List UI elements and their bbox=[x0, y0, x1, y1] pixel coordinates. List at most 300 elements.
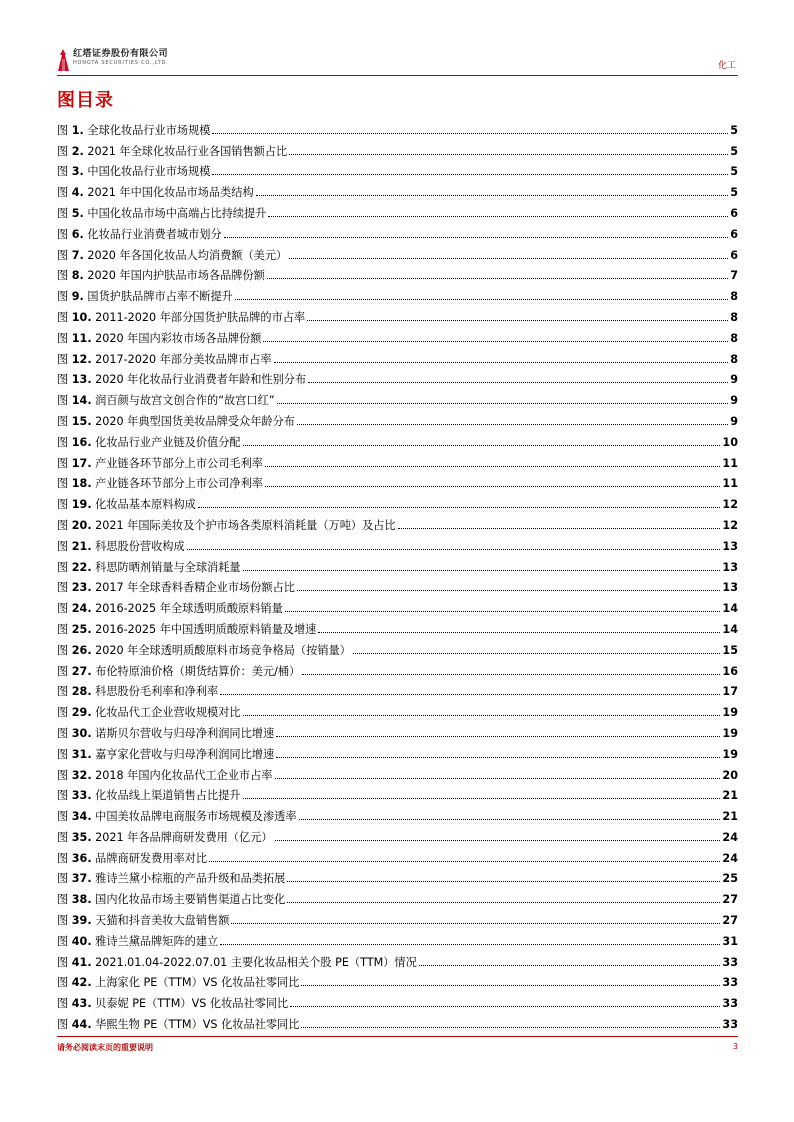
toc-entry-label bbox=[57, 207, 266, 220]
toc-entry-number: 19. bbox=[71, 498, 92, 512]
toc-leader-dots bbox=[277, 403, 729, 404]
toc-entry-number: 8. bbox=[71, 269, 84, 283]
toc-entry-page: 5 bbox=[730, 186, 738, 200]
toc-entry-number: 27. bbox=[71, 664, 92, 678]
toc-entry[interactable] bbox=[57, 347, 738, 368]
toc-entry-text: 2016-2025 年全球透明质酸原料销量 bbox=[95, 602, 283, 616]
toc-entry-text: 化妆品基本原料构成 bbox=[95, 498, 196, 512]
toc-entry-text: 2020 年典型国货美妆品牌受众年龄分布 bbox=[95, 414, 295, 428]
toc-entry[interactable] bbox=[57, 555, 738, 576]
toc-entry-prefix: 图 bbox=[57, 643, 69, 657]
toc-leader-dots bbox=[220, 944, 720, 945]
toc-entry[interactable] bbox=[57, 763, 738, 784]
toc-leader-dots bbox=[289, 258, 728, 259]
toc-entry[interactable] bbox=[57, 867, 738, 888]
toc-leader-dots bbox=[301, 985, 720, 986]
toc-entry-page: 5 bbox=[730, 123, 738, 137]
toc-entry-page: 33 bbox=[722, 976, 738, 990]
toc-entry-label bbox=[57, 623, 316, 636]
page-header bbox=[57, 45, 738, 76]
toc-entry-label bbox=[57, 311, 305, 324]
toc-entry-text: 化妆品线上渠道销售占比提升 bbox=[95, 789, 241, 803]
toc-entry-label bbox=[57, 498, 196, 511]
toc-entry-label bbox=[57, 519, 396, 532]
toc-entry-prefix: 图 bbox=[57, 893, 69, 907]
toc-entry-text: 化妆品行业消费者城市划分 bbox=[87, 227, 222, 241]
toc-entry-text: 2017-2020 年部分美妆品牌市占率 bbox=[95, 352, 272, 366]
toc-leader-dots bbox=[265, 466, 720, 467]
toc-entry-number: 29. bbox=[71, 706, 92, 720]
logo-mark-icon bbox=[57, 49, 70, 71]
toc-entry[interactable] bbox=[57, 305, 738, 326]
toc-entry-number: 4. bbox=[71, 186, 84, 200]
company-name-cn: 红塔证券股份有限公司 bbox=[73, 49, 169, 59]
toc-entry-text: 2020 年化妆品行业消费者年龄和性别分布 bbox=[95, 373, 307, 387]
toc-entry-number: 18. bbox=[71, 477, 92, 491]
toc-leader-dots bbox=[276, 757, 720, 758]
toc-entry-page: 21 bbox=[722, 789, 738, 803]
toc-entry-label bbox=[57, 415, 295, 428]
toc-entry-text: 2021 年国际美妆及个护市场各类原料消耗量（万吨）及占比 bbox=[95, 518, 396, 532]
toc-leader-dots bbox=[243, 445, 721, 446]
toc-entry-number: 9. bbox=[71, 290, 84, 304]
toc-entry-prefix: 图 bbox=[57, 976, 69, 990]
toc-entry-number: 5. bbox=[71, 206, 84, 220]
toc-entry[interactable] bbox=[57, 430, 738, 451]
toc-entry-page: 33 bbox=[722, 955, 738, 969]
toc-entry[interactable] bbox=[57, 451, 738, 472]
toc-entry-page: 19 bbox=[722, 706, 738, 720]
toc-entry[interactable] bbox=[57, 326, 738, 347]
toc-entry-number: 36. bbox=[71, 851, 92, 865]
toc-entry-number: 42. bbox=[71, 976, 92, 990]
toc-entry-prefix: 图 bbox=[57, 352, 69, 366]
toc-entry-prefix: 图 bbox=[57, 914, 69, 928]
toc-entry-text: 2016-2025 年中国透明质酸原料销量及增速 bbox=[95, 622, 317, 636]
toc-entry-prefix: 图 bbox=[57, 269, 69, 283]
toc-entry-text: 2020 年国内护肤品市场各品牌份额 bbox=[87, 269, 265, 283]
toc-entry[interactable] bbox=[57, 596, 738, 617]
toc-leader-dots bbox=[263, 341, 728, 342]
toc-entry-label bbox=[57, 706, 241, 719]
toc-entry-number: 44. bbox=[71, 1018, 92, 1032]
toc-entry-number: 26. bbox=[71, 643, 92, 657]
toc-entry-prefix: 图 bbox=[57, 664, 69, 678]
toc-entry-number: 25. bbox=[71, 622, 92, 636]
toc-entry-number: 1. bbox=[71, 123, 84, 137]
toc-entry-number: 33. bbox=[71, 789, 92, 803]
toc-entry[interactable] bbox=[57, 929, 738, 950]
toc-leader-dots bbox=[275, 778, 721, 779]
toc-entry[interactable] bbox=[57, 222, 738, 243]
toc-list bbox=[57, 118, 738, 1033]
toc-entry-prefix: 图 bbox=[57, 414, 69, 428]
toc-entry[interactable] bbox=[57, 825, 738, 846]
toc-entry-text: 中国化妆品行业市场规模 bbox=[87, 165, 211, 179]
toc-entry-page: 8 bbox=[730, 331, 738, 345]
toc-title: 图目录 bbox=[57, 90, 114, 111]
toc-entry-number: 2. bbox=[71, 144, 84, 158]
toc-entry[interactable] bbox=[57, 950, 738, 971]
toc-entry-label bbox=[57, 228, 222, 241]
toc-leader-dots bbox=[220, 694, 720, 695]
toc-entry-page: 5 bbox=[730, 165, 738, 179]
toc-entry-label bbox=[57, 997, 288, 1010]
toc-entry[interactable] bbox=[57, 576, 738, 597]
toc-entry-prefix: 图 bbox=[57, 477, 69, 491]
toc-leader-dots bbox=[274, 362, 729, 363]
toc-entry-page: 17 bbox=[722, 685, 738, 699]
toc-entry-text: 品牌商研发费用率对比 bbox=[95, 851, 208, 865]
toc-entry[interactable] bbox=[57, 721, 738, 742]
toc-entry-page: 13 bbox=[722, 581, 738, 595]
page-footer bbox=[57, 1036, 738, 1051]
disclaimer-note: 请务必阅读末页的重要说明 bbox=[57, 1043, 153, 1052]
toc-entry-number: 15. bbox=[71, 414, 92, 428]
toc-entry-text: 科思股份毛利率和净利率 bbox=[95, 685, 219, 699]
toc-entry-number: 24. bbox=[71, 602, 92, 616]
toc-entry-page: 7 bbox=[730, 269, 738, 283]
toc-entry-label bbox=[57, 436, 241, 449]
toc-leader-dots bbox=[297, 424, 728, 425]
toc-entry-text: 产业链各环节部分上市公司毛利率 bbox=[95, 456, 263, 470]
toc-entry-label bbox=[57, 581, 295, 594]
toc-entry-page: 13 bbox=[722, 560, 738, 574]
toc-entry-page: 12 bbox=[722, 498, 738, 512]
toc-entry[interactable] bbox=[57, 680, 738, 701]
toc-entry-text: 2011-2020 年部分国货护肤品牌的市占率 bbox=[95, 310, 306, 324]
toc-entry-text: 科思股份营收构成 bbox=[95, 539, 185, 553]
toc-entry-number: 22. bbox=[71, 560, 92, 574]
toc-entry-page: 6 bbox=[730, 248, 738, 262]
toc-entry[interactable] bbox=[57, 784, 738, 805]
toc-entry-prefix: 图 bbox=[57, 685, 69, 699]
toc-entry-label bbox=[57, 353, 272, 366]
toc-entry-label bbox=[57, 748, 274, 761]
toc-entry-number: 14. bbox=[71, 394, 92, 408]
toc-entry-label bbox=[57, 831, 273, 844]
toc-entry-number: 20. bbox=[71, 518, 92, 532]
toc-entry-text: 科思防晒剂销量与全球消耗量 bbox=[95, 560, 241, 574]
toc-entry[interactable] bbox=[57, 742, 738, 763]
toc-leader-dots bbox=[268, 216, 728, 217]
toc-entry-prefix: 图 bbox=[57, 851, 69, 865]
toc-entry-number: 31. bbox=[71, 747, 92, 761]
toc-entry-page: 8 bbox=[730, 310, 738, 324]
toc-entry-prefix: 图 bbox=[57, 248, 69, 262]
toc-entry-label bbox=[57, 810, 297, 823]
toc-entry-number: 13. bbox=[71, 373, 92, 387]
toc-entry-text: 产业链各环节部分上市公司净利率 bbox=[95, 477, 263, 491]
toc-leader-dots bbox=[302, 674, 720, 675]
toc-entry-label bbox=[57, 457, 263, 470]
toc-entry-prefix: 图 bbox=[57, 747, 69, 761]
toc-entry-label bbox=[57, 872, 285, 885]
toc-entry-page: 25 bbox=[722, 872, 738, 886]
toc-leader-dots bbox=[353, 653, 720, 654]
toc-entry[interactable] bbox=[57, 284, 738, 305]
toc-entry-text: 2018 年国内化妆品代工企业市占率 bbox=[95, 768, 273, 782]
toc-leader-dots bbox=[308, 382, 728, 383]
toc-entry-prefix: 图 bbox=[57, 539, 69, 553]
toc-entry-text: 化妆品代工企业营收规模对比 bbox=[95, 706, 241, 720]
toc-leader-dots bbox=[198, 507, 721, 508]
toc-entry-text: 嘉亨家化营收与归母净利润同比增速 bbox=[95, 747, 275, 761]
toc-entry[interactable] bbox=[57, 513, 738, 534]
toc-entry-text: 中国美妆品牌电商服务市场规模及渗透率 bbox=[95, 810, 297, 824]
toc-leader-dots bbox=[275, 840, 721, 841]
toc-leader-dots bbox=[419, 965, 721, 966]
toc-entry[interactable] bbox=[57, 243, 738, 264]
toc-entry-number: 43. bbox=[71, 997, 92, 1011]
toc-entry-page: 19 bbox=[722, 747, 738, 761]
toc-entry[interactable] bbox=[57, 160, 738, 181]
toc-entry[interactable] bbox=[57, 971, 738, 992]
toc-entry-page: 27 bbox=[722, 893, 738, 907]
page-number: 3 bbox=[732, 1042, 738, 1051]
toc-entry-label bbox=[57, 373, 306, 386]
toc-entry-label bbox=[57, 935, 218, 948]
toc-entry-page: 9 bbox=[730, 394, 738, 408]
toc-entry-prefix: 图 bbox=[57, 789, 69, 803]
toc-entry-text: 2021 年中国化妆品市场品类结构 bbox=[87, 186, 254, 200]
toc-entry-page: 19 bbox=[722, 726, 738, 740]
toc-entry-label bbox=[57, 685, 218, 698]
toc-entry-prefix: 图 bbox=[57, 144, 69, 158]
toc-entry[interactable] bbox=[57, 887, 738, 908]
toc-leader-dots bbox=[276, 736, 720, 737]
toc-entry-label bbox=[57, 976, 299, 989]
toc-entry-page: 9 bbox=[730, 414, 738, 428]
toc-entry[interactable] bbox=[57, 991, 738, 1012]
toc-leader-dots bbox=[256, 195, 729, 196]
toc-entry[interactable] bbox=[57, 139, 738, 160]
toc-entry-text: 2021 年全球化妆品行业各国销售额占比 bbox=[87, 144, 288, 158]
toc-entry-text: 2020 年全球透明质酸原料市场竞争格局（按销量） bbox=[95, 643, 351, 657]
toc-entry-page: 8 bbox=[730, 352, 738, 366]
toc-entry-prefix: 图 bbox=[57, 310, 69, 324]
toc-entry[interactable] bbox=[57, 638, 738, 659]
toc-entry[interactable] bbox=[57, 804, 738, 825]
toc-entry-text: 2017 年全球香料香精企业市场份额占比 bbox=[95, 581, 295, 595]
toc-entry-number: 11. bbox=[71, 331, 92, 345]
toc-leader-dots bbox=[398, 528, 721, 529]
toc-entry-text: 2020 年各国化妆品人均消费额（美元） bbox=[87, 248, 288, 262]
toc-leader-dots bbox=[187, 549, 721, 550]
toc-leader-dots bbox=[267, 278, 728, 279]
toc-entry-text: 布伦特原油价格（期货结算价：美元/桶） bbox=[95, 664, 301, 678]
toc-entry[interactable] bbox=[57, 1012, 738, 1033]
toc-leader-dots bbox=[285, 611, 721, 612]
toc-entry-prefix: 图 bbox=[57, 934, 69, 948]
toc-entry[interactable] bbox=[57, 368, 738, 389]
toc-entry[interactable] bbox=[57, 472, 738, 493]
toc-entry-prefix: 图 bbox=[57, 872, 69, 886]
toc-entry-number: 16. bbox=[71, 435, 92, 449]
toc-entry-page: 24 bbox=[722, 830, 738, 844]
toc-entry-number: 41. bbox=[71, 955, 92, 969]
toc-entry-number: 7. bbox=[71, 248, 84, 262]
toc-entry-label bbox=[57, 665, 300, 678]
toc-entry[interactable] bbox=[57, 534, 738, 555]
toc-entry-prefix: 图 bbox=[57, 518, 69, 532]
toc-entry-label bbox=[57, 332, 261, 345]
toc-entry-prefix: 图 bbox=[57, 622, 69, 636]
toc-entry-prefix: 图 bbox=[57, 456, 69, 470]
toc-entry-text: 全球化妆品行业市场规模 bbox=[87, 123, 211, 137]
toc-entry-page: 5 bbox=[730, 144, 738, 158]
toc-entry-text: 雅诗兰黛小棕瓶的产品升级和品类拓展 bbox=[95, 872, 286, 886]
toc-entry-number: 23. bbox=[71, 581, 92, 595]
toc-entry-page: 24 bbox=[722, 851, 738, 865]
toc-entry-prefix: 图 bbox=[57, 706, 69, 720]
toc-entry-prefix: 图 bbox=[57, 123, 69, 137]
toc-entry-number: 34. bbox=[71, 810, 92, 824]
toc-entry-label bbox=[57, 249, 287, 262]
toc-entry-page: 6 bbox=[730, 206, 738, 220]
toc-entry-number: 6. bbox=[71, 227, 84, 241]
toc-entry-prefix: 图 bbox=[57, 602, 69, 616]
toc-entry-text: 华熙生物 PE（TTM）VS 化妆品社零同比 bbox=[95, 1018, 300, 1032]
toc-leader-dots bbox=[212, 133, 728, 134]
toc-entry[interactable] bbox=[57, 180, 738, 201]
toc-leader-dots bbox=[243, 715, 721, 716]
toc-entry-text: 2020 年国内彩妆市场各品牌份额 bbox=[95, 331, 262, 345]
toc-entry-number: 38. bbox=[71, 893, 92, 907]
toc-entry-number: 28. bbox=[71, 685, 92, 699]
toc-entry-text: 化妆品行业产业链及价值分配 bbox=[95, 435, 241, 449]
toc-entry-label bbox=[57, 124, 210, 137]
toc-entry-page: 11 bbox=[722, 477, 738, 491]
toc-entry-text: 上海家化 PE（TTM）VS 化妆品社零同比 bbox=[95, 976, 300, 990]
toc-entry-label bbox=[57, 186, 254, 199]
toc-entry-prefix: 图 bbox=[57, 997, 69, 1011]
toc-entry-label bbox=[57, 789, 241, 802]
toc-entry-label bbox=[57, 1018, 299, 1031]
toc-entry-prefix: 图 bbox=[57, 768, 69, 782]
toc-entry-number: 30. bbox=[71, 726, 92, 740]
toc-entry-number: 40. bbox=[71, 934, 92, 948]
toc-entry-text: 天猫和抖音美妆大盘销售额 bbox=[95, 914, 230, 928]
toc-entry-page: 27 bbox=[722, 914, 738, 928]
toc-entry-text: 国内化妆品市场主要销售渠道占比变化 bbox=[95, 893, 286, 907]
toc-entry-prefix: 图 bbox=[57, 331, 69, 345]
toc-entry-label bbox=[57, 145, 287, 158]
toc-entry[interactable] bbox=[57, 700, 738, 721]
toc-entry-number: 32. bbox=[71, 768, 92, 782]
toc-entry-prefix: 图 bbox=[57, 1018, 69, 1032]
toc-entry[interactable] bbox=[57, 659, 738, 680]
toc-leader-dots bbox=[287, 902, 720, 903]
toc-leader-dots bbox=[231, 923, 720, 924]
toc-entry-label bbox=[57, 644, 351, 657]
toc-leader-dots bbox=[224, 237, 729, 238]
toc-entry-prefix: 图 bbox=[57, 373, 69, 387]
toc-entry-label bbox=[57, 165, 210, 178]
toc-entry-label bbox=[57, 893, 285, 906]
toc-entry-page: 33 bbox=[722, 997, 738, 1011]
toc-leader-dots bbox=[297, 590, 720, 591]
toc-entry-number: 35. bbox=[71, 830, 92, 844]
toc-entry-label bbox=[57, 540, 185, 553]
toc-entry-label bbox=[57, 561, 241, 574]
toc-entry[interactable] bbox=[57, 201, 738, 222]
toc-entry-page: 10 bbox=[722, 435, 738, 449]
toc-leader-dots bbox=[235, 299, 728, 300]
toc-leader-dots bbox=[243, 798, 721, 799]
toc-entry[interactable] bbox=[57, 409, 738, 430]
toc-leader-dots bbox=[299, 819, 721, 820]
toc-entry-page: 20 bbox=[722, 768, 738, 782]
toc-entry-page: 33 bbox=[722, 1018, 738, 1032]
toc-leader-dots bbox=[265, 486, 720, 487]
toc-entry-page: 6 bbox=[730, 227, 738, 241]
toc-entry[interactable] bbox=[57, 846, 738, 867]
toc-entry-page: 14 bbox=[722, 622, 738, 636]
toc-entry-page: 16 bbox=[722, 664, 738, 678]
toc-entry-number: 21. bbox=[71, 539, 92, 553]
toc-entry-text: 雅诗兰黛品牌矩阵的建立 bbox=[95, 934, 219, 948]
toc-entry-page: 14 bbox=[722, 602, 738, 616]
toc-entry-page: 12 bbox=[722, 518, 738, 532]
toc-entry-label bbox=[57, 602, 283, 615]
toc-leader-dots bbox=[301, 1027, 720, 1028]
toc-entry-page: 8 bbox=[730, 290, 738, 304]
toc-entry-number: 17. bbox=[71, 456, 92, 470]
toc-entry-page: 15 bbox=[722, 643, 738, 657]
toc-entry-text: 中国化妆品市场中高端占比持续提升 bbox=[87, 206, 267, 220]
toc-entry-text: 贝泰妮 PE（TTM）VS 化妆品社零同比 bbox=[95, 997, 289, 1011]
toc-entry-label bbox=[57, 852, 207, 865]
toc-entry[interactable] bbox=[57, 908, 738, 929]
toc-entry-prefix: 图 bbox=[57, 165, 69, 179]
toc-entry-number: 12. bbox=[71, 352, 92, 366]
toc-entry-prefix: 图 bbox=[57, 290, 69, 304]
company-logo bbox=[57, 49, 169, 71]
toc-entry-label bbox=[57, 394, 275, 407]
toc-entry[interactable] bbox=[57, 617, 738, 638]
toc-entry-prefix: 图 bbox=[57, 581, 69, 595]
toc-entry-prefix: 图 bbox=[57, 498, 69, 512]
section-label: 化工 bbox=[717, 61, 736, 71]
toc-entry-number: 39. bbox=[71, 914, 92, 928]
company-name-en: HONGTA SECURITIES CO.,LTD. bbox=[73, 60, 169, 66]
toc-entry-label bbox=[57, 290, 233, 303]
toc-leader-dots bbox=[287, 881, 720, 882]
toc-entry-prefix: 图 bbox=[57, 435, 69, 449]
toc-entry-text: 国货护肤品牌市占率不断提升 bbox=[87, 290, 233, 304]
toc-leader-dots bbox=[243, 570, 721, 571]
toc-entry[interactable] bbox=[57, 118, 738, 139]
toc-entry-label bbox=[57, 269, 265, 282]
toc-entry-number: 3. bbox=[71, 165, 84, 179]
toc-entry-prefix: 图 bbox=[57, 206, 69, 220]
toc-entry-page: 21 bbox=[722, 810, 738, 824]
toc-entry-number: 10. bbox=[71, 310, 92, 324]
toc-entry[interactable] bbox=[57, 492, 738, 513]
toc-entry-text: 2021.01.04-2022.07.01 主要化妆品相关个股 PE（TTM）情况 bbox=[95, 955, 417, 969]
toc-entry-label bbox=[57, 477, 263, 490]
toc-entry-number: 37. bbox=[71, 872, 92, 886]
toc-entry[interactable] bbox=[57, 388, 738, 409]
toc-entry-prefix: 图 bbox=[57, 186, 69, 200]
toc-entry-prefix: 图 bbox=[57, 227, 69, 241]
toc-entry-prefix: 图 bbox=[57, 955, 69, 969]
toc-entry[interactable] bbox=[57, 264, 738, 285]
toc-entry-label bbox=[57, 769, 273, 782]
toc-leader-dots bbox=[209, 861, 720, 862]
toc-entry-prefix: 图 bbox=[57, 560, 69, 574]
